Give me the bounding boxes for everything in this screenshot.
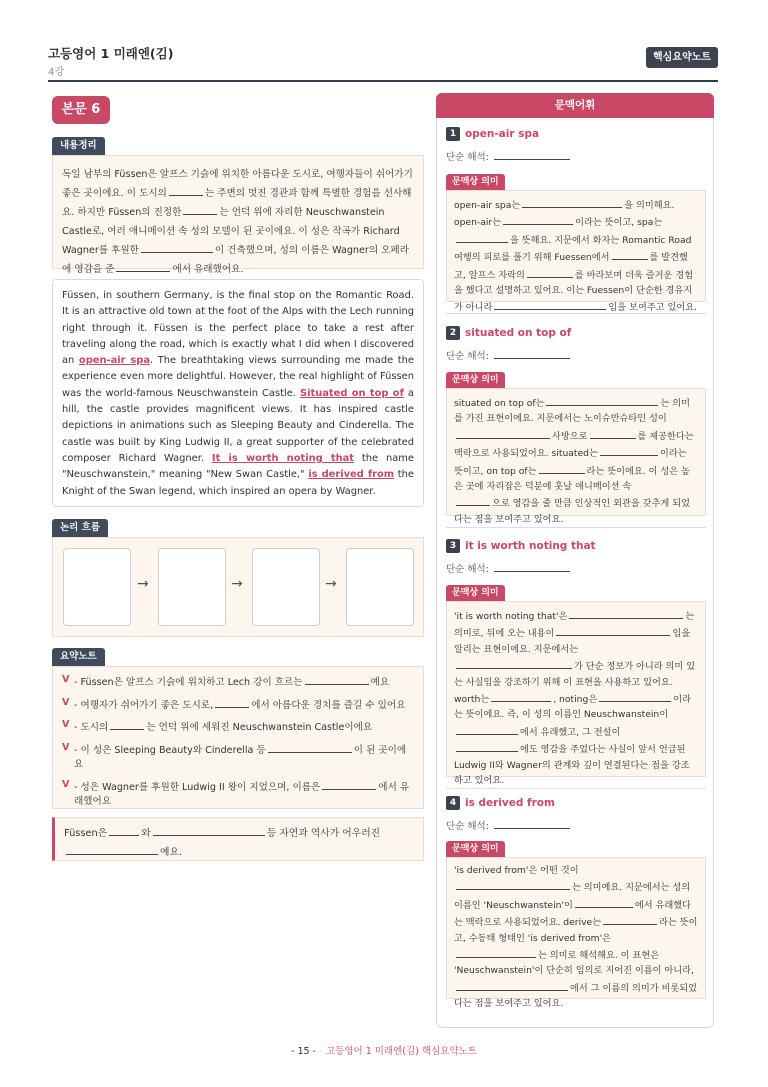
answer-blank[interactable] [305,673,369,685]
translation-label: 단순 해석: [446,351,489,362]
summary-label: 내용정리 [52,137,105,155]
section-badge: 본문 6 [52,96,110,124]
context-text: 이라는 뜻이에요. 즉, 이 성의 이름인 Neuschwanstein이 [454,694,691,721]
summary-text: 는 주변의 멋진 경관과 함께 특별한 경험을 선사해요. 하지만 Füssen의 진정한 [62,188,412,218]
answer-blank[interactable] [215,696,249,708]
answer-blank[interactable] [456,427,550,439]
reading-passage [52,279,424,507]
answer-blank[interactable] [494,560,570,572]
passage-text: the name "Neuschwanstein," meaning "New Swan Castle," [62,452,414,481]
flow-card[interactable] [346,548,414,626]
answer-blank[interactable] [612,248,648,260]
context-box [446,190,706,314]
note-item [62,778,414,810]
answer-blank[interactable] [575,896,633,908]
simple-translation [446,148,572,163]
vocab-item-4-heading [446,796,555,810]
vocab-term: open-air spa [465,128,540,140]
item-number: 3 [446,539,460,553]
notes-label: 요약노트 [52,648,105,666]
highlight-situated-on-top-of: Situated on top of [300,387,404,399]
note-text: - Füssen은 알프스 기슭에 위치하고 Lech 강이 흐르는 [74,677,303,688]
check-mark: V [62,696,70,708]
conclusion-text: 등 자연과 역사가 어우러진 [266,828,381,839]
answer-blank[interactable] [494,347,570,359]
answer-blank[interactable] [268,741,352,753]
answer-blank[interactable] [522,196,622,208]
flow-card[interactable] [252,548,320,626]
answer-blank[interactable] [503,213,573,225]
context-text: 이라는 뜻이고, on top of는 [454,448,687,477]
conclusion-text: Füssen은 [64,828,108,839]
vocab-item-1-heading [446,127,539,141]
answer-blank[interactable] [527,266,573,278]
passage-text: Füssen, in southern Germany, is the final stop on the Romantic Road. It is an attractive old town at the foot of the Alps with the Lech running right through it. Füssen is the perfect place to take a rest after traveling along the road, which is exactly what I did when I discovered an [62,290,414,367]
passage-text: the Knight of the Swan legend, which inspired an opera by Wagner. [62,469,414,497]
flow-card[interactable] [63,548,131,626]
note-text: 예요 [370,677,390,688]
passage-text: . The breathtaking views surrounding me made the experience even more delightful. However, the real highlight of Füssen was the world-famous Neuschwanstein Castle. [62,355,414,399]
answer-blank[interactable] [456,231,508,243]
context-label: 문맥상 의미 [446,841,505,857]
lesson-number: 4강 [48,67,65,78]
check-mark: V [62,674,70,685]
item-number: 4 [446,796,460,810]
vocab-term: is derived from [465,797,555,809]
note-item [62,673,414,691]
context-text: , noting은 [553,694,598,706]
arrow-icon: → [231,576,243,592]
page-footer [0,1043,768,1057]
context-text: 가 단순 정보가 아니라 의미 있는 사실임을 강조하기 위해 이 표현을 사용하고 있어요. worth는 [454,661,696,706]
note-item [62,741,414,773]
context-text: 를 발견했고, 알프스 자락의 [454,252,688,281]
context-text: 라는 뜻이에요. 이 성은 높은 곳에 자리잡은 덕분에 훗날 애니메이션 속 [454,465,690,493]
vocab-item-2-heading [446,326,571,340]
note-text: 에서 아름다운 경치를 즐길 수 있어요 [251,699,406,711]
conclusion-text: 와 [141,828,151,839]
note-item [62,696,414,714]
answer-blank[interactable] [110,718,144,730]
answer-blank[interactable] [456,494,490,506]
note-text: 에서 유래했어요 [74,781,410,807]
context-text: 'is derived from'은 어떤 것이 [454,865,579,876]
translation-label: 단순 해석: [446,564,489,575]
check-mark: V [62,741,70,753]
logic-flow-box [52,537,424,637]
answer-blank[interactable] [456,979,568,991]
context-text: situated on top of는 [454,398,545,409]
context-text: 사방으로 [552,430,588,442]
answer-blank[interactable] [456,878,570,890]
context-text: 는 의미로 해석해요. 이 표현은 'Neuschwanstein'이 단순히 임의로 지어진 이름이 아니라, [454,950,694,977]
note-item [62,718,414,736]
summary-text: 이 건축했으며, 성의 이름은 Wagner의 오페라에 영감을 준 [62,245,409,275]
note-text: - 도시의 [74,722,109,733]
context-text: 는 의미를 가진 표현이에요. 지문에서는 노이슈반슈타인 성이 [454,398,691,425]
answer-blank[interactable] [141,241,213,253]
answer-blank[interactable] [546,394,658,406]
passage-text: a hill, the castle provides magnificent views. It has inspired castle depictions in animations such as Sleeping Beauty and Cinderella. The castle was built by King Ludwig II, a great supporter of the celebrated composer Richard Wagner. [62,387,414,464]
answer-blank[interactable] [183,203,217,215]
answer-blank[interactable] [590,427,636,439]
answer-blank[interactable] [539,462,585,474]
answer-blank[interactable] [599,690,671,702]
translation-label: 단순 해석: [446,152,489,163]
check-mark: V [62,719,70,730]
conclusion-text: 예요. [160,847,183,858]
context-text: 에도 영감을 주었다는 사실이 앞서 언급된 Ludwig II와 Wagner의 관계와 깊이 연결된다는 점을 강조하고 있어요. [454,744,690,787]
document-title: 고등영어 1 미래엔(김) [48,46,174,61]
context-label: 문맥상 의미 [446,174,505,190]
context-text: 을 뜻해요. 지문에서 화자는 Romantic Road 여행의 피로를 풀기 위해 Fuessen에서 [454,234,692,264]
simple-translation [446,347,572,362]
summary-text: 에서 유래했어요. [172,264,244,275]
context-text: 임을 보여주고 있어요. [608,302,698,314]
answer-blank[interactable] [456,723,518,735]
context-text: open-air는 [454,217,502,229]
context-text: open-air spa는 [454,200,521,211]
answer-blank[interactable] [109,824,139,836]
answer-blank[interactable] [494,148,570,160]
answer-blank[interactable] [556,624,670,636]
item-number: 2 [446,326,460,340]
context-text: 에서 유래했고, 그 전설이 [520,726,621,738]
header-divider [48,80,718,82]
context-box [446,601,706,787]
answer-blank[interactable] [603,913,657,925]
highlight-is-derived-from: is derived from [308,469,395,481]
answer-blank[interactable] [600,444,658,456]
context-label: 문맥상 의미 [446,372,505,388]
item-divider [446,313,706,314]
flow-card[interactable] [158,548,226,626]
note-text: 이 된 곳이에요 [74,744,407,770]
note-text: - 이 성은 Sleeping Beauty와 Cinderella 등 [74,744,266,756]
context-text: 에서 유래했다는 맥락으로 사용되었어요. derive는 [454,899,692,929]
context-text: 에서 그 이름의 의미가 비롯되었다는 점을 보여주고 있어요. [454,982,698,1010]
answer-blank[interactable] [491,690,551,702]
highlight-it-is-worth-noting: It is worth noting that [211,452,354,464]
vocab-term: situated on top of [465,327,572,339]
context-text: 을 의미해요. [624,200,675,211]
answer-blank[interactable] [456,657,572,669]
context-label: 문맥상 의미 [446,585,505,601]
context-text: 임을 알리는 표현이에요. 지문에서는 [454,628,691,655]
item-divider [446,788,706,789]
context-text: 라는 뜻이고, 수동태 형태인 'is derived from'은 [454,917,698,944]
note-text: - 여행자가 쉬어가기 좋은 도시로, [74,699,214,711]
translation-label: 단순 해석: [446,821,489,832]
context-text: 으로 영감을 줄 만큼 인상적인 외관을 갖추게 되었다는 점을 보여주고 있어요. [454,498,690,525]
answer-blank[interactable] [494,817,570,829]
summary-box [52,155,424,275]
footer-text: 고등영어 1 미래엔(김) 핵심요약노트 [325,1046,477,1057]
context-text: 는 의미예요. 지문에서는 성의 이름인 'Neuschwanstein'이 [454,882,691,911]
answer-blank[interactable] [456,946,536,958]
context-box [446,857,706,1010]
answer-blank[interactable] [322,778,376,790]
header-badge: 핵심요약노트 [646,47,718,68]
vocab-item-3-heading [446,539,596,553]
answer-blank[interactable] [494,298,606,310]
summary-text: 는 언덕 위에 자리한 Neuschwanstein Castle로, 여러 애니메이션 속 성의 모델이 된 곳이에요. 이 성은 작곡가 Richard Wagner를 후원한 [62,207,400,256]
flow-label: 논리 흐름 [52,519,108,537]
context-text: 'it is worth noting that'은 [454,611,568,622]
vocab-panel-title: 문맥어휘 [436,93,714,118]
note-text: - 성은 Wagner를 후원한 Ludwig II 왕이 지었으며, 이름은 [74,781,321,793]
answer-blank[interactable] [569,607,683,619]
answer-blank[interactable] [116,260,170,272]
item-number: 1 [446,127,460,141]
context-text: 는 의미로, 뒤에 오는 내용이 [454,611,695,640]
answer-blank[interactable] [153,824,265,836]
simple-translation [446,817,572,832]
context-text: 를 제공한다는 맥락으로 사용되었어요. situated는 [454,430,694,460]
context-text: 이라는 뜻이고, spa는 [575,217,663,229]
context-text: 를 바라보며 더욱 즐거운 경험을 했다고 설명하고 있어요. 이는 Fuessen이 단순한 경유지가 아니라 [454,269,694,314]
simple-translation [446,560,572,575]
answer-blank[interactable] [456,740,518,752]
vocab-term: it is worth noting that [465,540,596,552]
conclusion-box [52,817,424,861]
answer-blank[interactable] [66,843,158,855]
item-divider [446,527,706,528]
check-mark: V [62,778,70,790]
page-number: - 15 - [291,1046,316,1057]
arrow-icon: → [137,576,149,592]
note-text: 는 언덕 위에 세워진 Neuschwanstein Castle이에요 [146,722,373,733]
arrow-icon: → [325,576,337,592]
highlight-open-air-spa: open-air spa [78,355,151,367]
answer-blank[interactable] [169,184,203,196]
summary-notes-box [52,666,424,809]
summary-text: 독일 남부의 Füssen은 알프스 기슭에 위치한 아름다운 도시로, 여행자들이 쉬어가기 좋은 곳이에요. 이 도시의 [62,169,413,199]
context-box [446,388,706,525]
